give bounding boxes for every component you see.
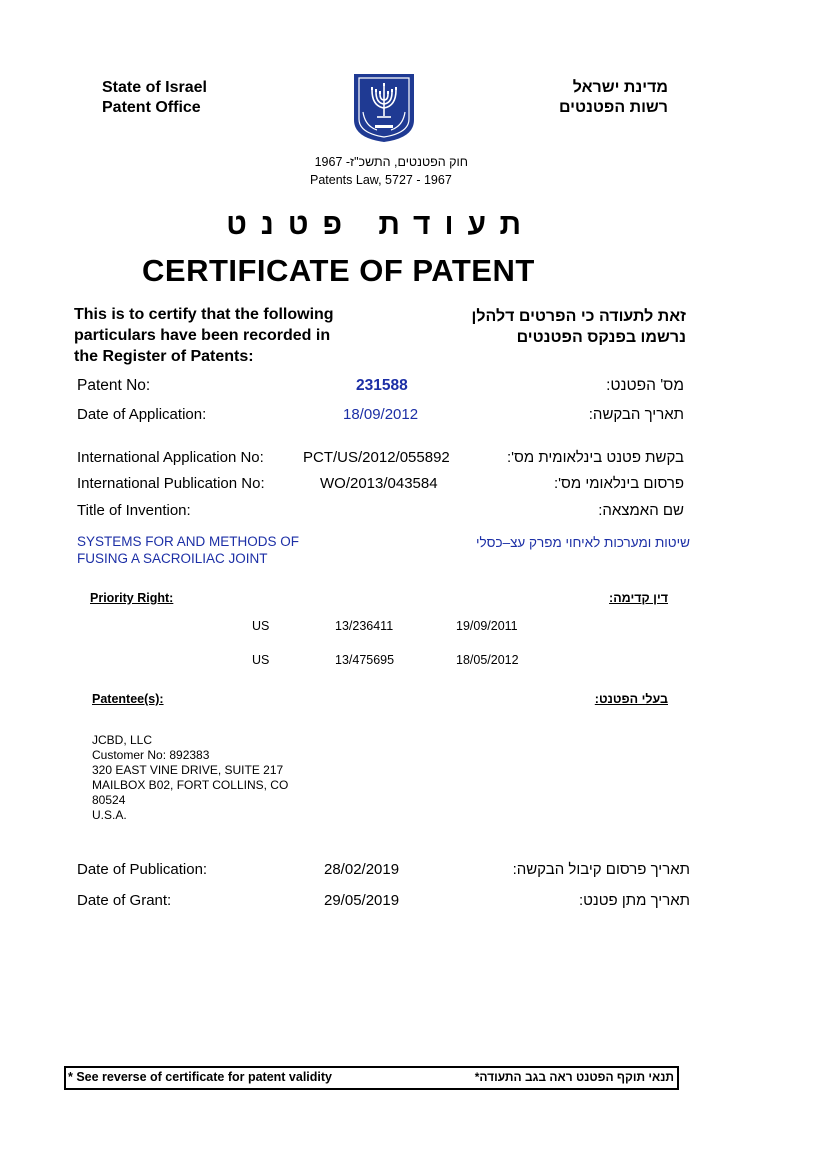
menorah-emblem-icon: [351, 72, 417, 144]
date-application-label: Date of Application:: [77, 406, 207, 423]
invention-title-he: שיטות ומערכות לאיחוי מפרק עצ–כסלי: [475, 535, 690, 550]
law-he: חוק הפטנטים, התשכ"ז- 1967: [314, 155, 468, 169]
intl-application-label-he: בקשת פטנט בינלאומית מס':: [506, 449, 684, 466]
validity-note-he: תנאי תוקף הפטנט ראה בגב התעודה*: [474, 1070, 674, 1084]
law-en: Patents Law, 5727 - 1967: [310, 173, 452, 187]
invention-title-en: [77, 533, 299, 567]
header-en: [102, 78, 207, 118]
publication-date-value: 28/02/2019: [324, 861, 400, 878]
intl-publication-label-he: פרסום בינלאומי מס':: [554, 475, 684, 492]
patentee-line: JCBD, LLC: [92, 733, 153, 747]
certify-en: [74, 304, 334, 367]
patentee-line: 320 EAST VINE DRIVE, SUITE 217: [92, 763, 284, 777]
patentee-line: MAILBOX B02, FORT COLLINS, CO: [92, 778, 289, 792]
patent-no-label-he: מס' הפטנט:: [606, 377, 684, 394]
priority-date: 19/09/2011: [456, 619, 518, 633]
title-en: CERTIFICATE OF PATENT: [142, 253, 535, 288]
certify-he-line: נרשמו בפנקס הפטנטים: [516, 329, 686, 346]
priority-date: 18/05/2012: [456, 653, 519, 667]
invention-title-line: FUSING A SACROILIAC JOINT: [77, 551, 268, 566]
title-invention-label: Title of Invention:: [77, 502, 191, 519]
certify-he: [420, 306, 686, 348]
priority-label: Priority Right:: [90, 591, 174, 605]
validity-note-box: [64, 1066, 679, 1090]
title-he: תעודת פטנט: [226, 208, 535, 241]
patent-office: Patent Office: [102, 99, 201, 116]
header-he: [520, 78, 668, 118]
date-application-label-he: תאריך הבקשה:: [588, 406, 684, 423]
grant-date-value: 29/05/2019: [324, 892, 400, 909]
publication-date-label: Date of Publication:: [77, 861, 208, 878]
patentee-line: Customer No: 892383: [92, 748, 210, 762]
priority-country: US: [252, 619, 270, 633]
patent-no-value: 231588: [356, 377, 408, 394]
certify-en-line: particulars have been recorded in: [74, 327, 331, 344]
date-application-value: 18/09/2012: [343, 406, 419, 423]
priority-country: US: [252, 653, 270, 667]
intl-application-value: PCT/US/2012/055892: [303, 449, 450, 466]
priority-number: 13/236411: [335, 619, 394, 633]
patentee-label-he: בעלי הפטנט:: [594, 692, 668, 706]
state-of-israel-he: מדינת ישראל: [572, 79, 668, 96]
certify-en-line: This is to certify that the following: [74, 306, 334, 323]
publication-date-label-he: תאריך פרסום קיבול הבקשה:: [512, 861, 690, 878]
grant-date-label-he: תאריך מתן פטנט:: [578, 892, 690, 909]
priority-label-he: דין קדימה:: [609, 591, 668, 605]
state-of-israel: State of Israel: [102, 79, 207, 96]
intl-publication-label: International Publication No:: [77, 475, 265, 492]
grant-date-label: Date of Grant:: [77, 892, 172, 909]
patent-no-label: Patent No:: [77, 377, 151, 394]
intl-application-label: International Application No:: [77, 449, 264, 466]
patentee-label: Patentee(s):: [92, 692, 164, 706]
certify-he-line: זאת לתעודה כי הפרטים דלהלן: [471, 308, 686, 325]
patentee-line: 80524: [92, 793, 126, 807]
certify-en-line: the Register of Patents:: [74, 348, 254, 365]
invention-title-line: SYSTEMS FOR AND METHODS OF: [77, 534, 300, 549]
intl-publication-value: WO/2013/043584: [320, 475, 438, 492]
title-invention-label-he: שם האמצאה:: [598, 502, 684, 519]
patent-office-he: רשות הפטנטים: [558, 99, 668, 116]
patentee-address: [92, 733, 288, 823]
patentee-line: U.S.A.: [92, 808, 127, 822]
validity-note-en: * See reverse of certificate for patent validity: [68, 1070, 332, 1084]
priority-number: 13/475695: [335, 653, 395, 667]
